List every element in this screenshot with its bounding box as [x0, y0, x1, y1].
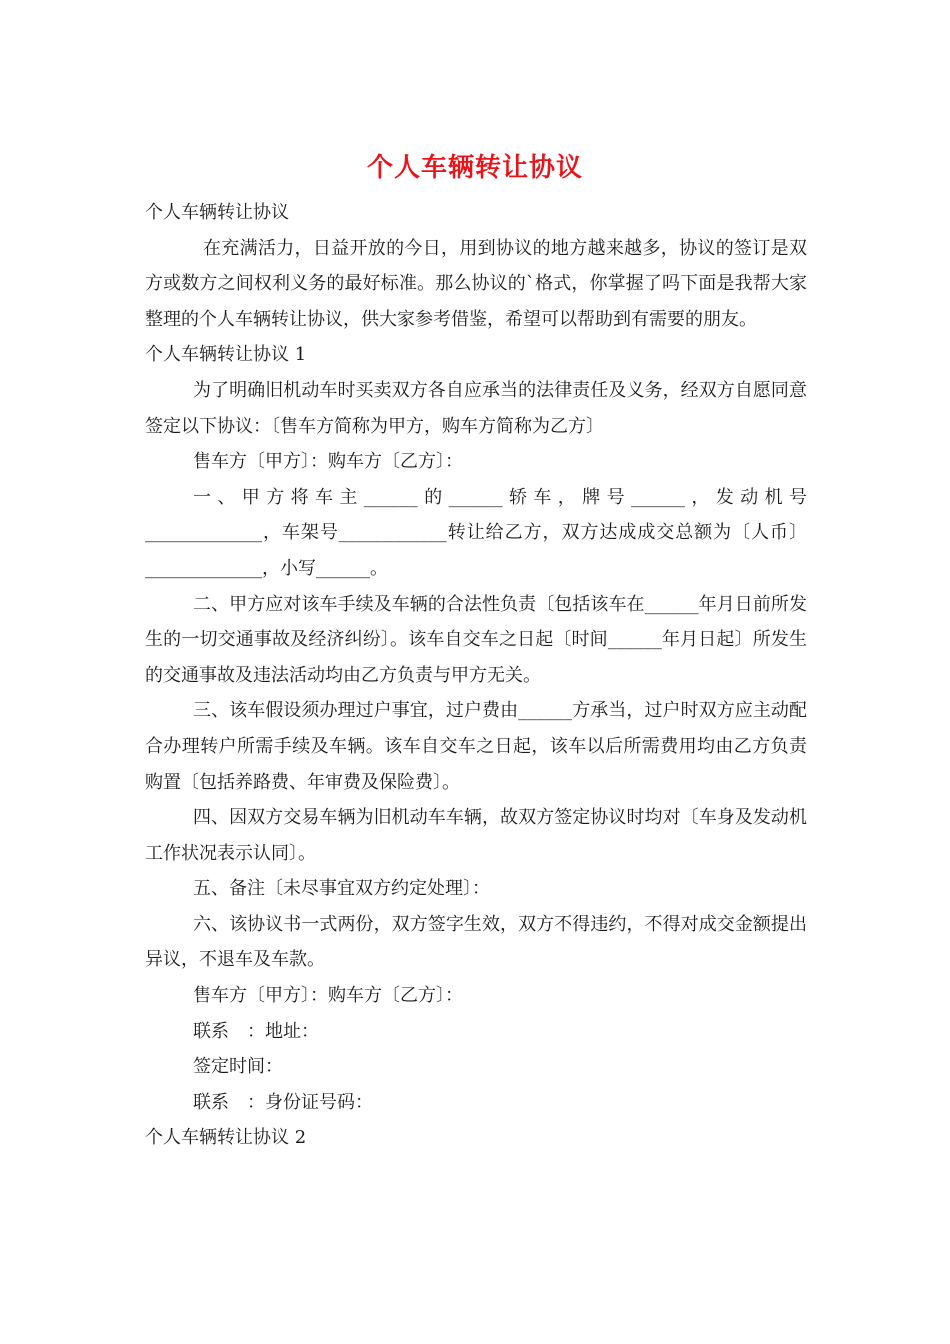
clause-1: 一、甲方将车主______的______轿车，牌号______，发动机号_____________，车架号____________转让给乙方，双方达成成交总额为〔人币〕_____________，小写______。	[145, 486, 807, 579]
section-heading-2: 个人车辆转让协议 2	[145, 1127, 307, 1149]
contact-id-line: 联系 ：身份证号码：	[193, 1091, 373, 1113]
signature-parties-line: 售车方〔甲方〕：购车方〔乙方〕：	[193, 985, 463, 1007]
clause-2: 二、甲方应对该车手续及车辆的合法性负责〔包括该车在______年月日前所发生的一切交通事故及经济纠纷〕。该车自交车之日起〔时间______年月日起〕所发生的交通事故及违法活动均由乙方负责与甲方无关。	[145, 593, 807, 686]
clause-4: 四、因双方交易车辆为旧机动车车辆，故双方签定协议时均对〔车身及发动机工作状况表示认同〕。	[145, 807, 807, 864]
clause-5: 五、备注〔未尽事宜双方约定处理〕：	[193, 878, 490, 900]
parties-line: 售车方〔甲方〕：购车方〔乙方〕：	[193, 451, 463, 473]
section-heading-1: 个人车辆转让协议 1	[145, 344, 307, 366]
document-title: 个人车辆转让协议	[366, 153, 583, 183]
purpose-paragraph: 为了明确旧机动车时买卖双方各自应承当的法律责任及义务，经双方自愿同意签定以下协议：〔售车方简称为甲方，购车方简称为乙方〕	[145, 379, 807, 437]
intro-paragraph: 在充满活力，日益开放的今日，用到协议的地方越来越多，协议的签订是双方或数方之间权利义务的最好标准。那么协议的`格式，你掌握了吗下面是我帮大家整理的个人车辆转让协议，供大家参考借鉴，希望可以帮助到有需要的朋友。	[145, 237, 807, 330]
document-body	[145, 195, 807, 1156]
clause-3: 三、该车假设须办理过户事宜，过户费由______方承当，过户时双方应主动配合办理转户所需手续及车辆。该车自交车之日起，该车以后所需费用均由乙方负责购置〔包括养路费、年审费及保险费〕。	[145, 700, 807, 793]
contact-address-line: 联系 ：地址：	[193, 1020, 319, 1042]
clause-6: 六、该协议书一式两份，双方签字生效，双方不得违约，不得对成交金额提出异议，不退车及车款。	[145, 913, 807, 971]
signing-date-line: 签定时间：	[193, 1056, 283, 1078]
subtitle-paragraph: 个人车辆转让协议	[145, 202, 289, 223]
